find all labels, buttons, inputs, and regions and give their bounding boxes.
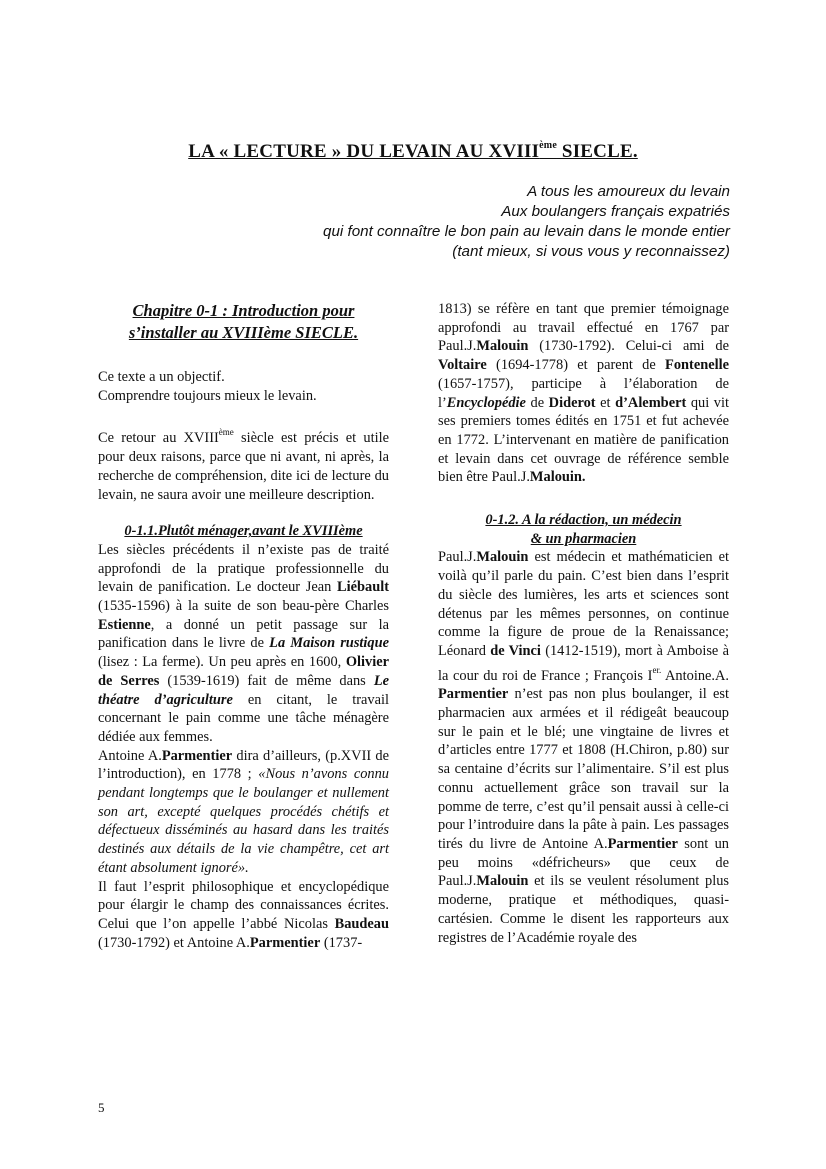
paragraph: Paul.J.Malouin est médecin et mathématicien et voilà qu’il parle du pain. C’est bien dans l’esprit du siècle des lumières, les arts et sciences sont détenus par les mêmes personnes, on continue comme la figure de proue de la Renaissance; Léonard de Vinci (1412-1519), mort à Amboise à la cour du roi de France ; François $I^{er.}$ Antoine.A. Parmentier n’est pas non plus boulanger, il est pharmacien aux armées et il rédigeât beaucoup sur le pain et le blé; une vingtaine de livres et d’articles entre 1777 et 1808 (H.Chiron, p.80) sur sa centaine d’écrits sur l’alimentaire. S’il est plus connu actuellement grâce son travail sur la pomme de terre, c’est qu’il pensait aussi à celle-ci pour l’introduire dans la pâte à pain. Les passages tirés du livre de Antoine A.Parmentier sont un peu moins «défricheurs» que ceux de Paul.J.Malouin et ils se veulent résolument plus moderne, pratique et méthodiques, quasi-cartésien. Comme le disent les rapporteurs aux registres de l’Académie royale des (438, 549, 730, 946)
intro-line: Ce texte a un objectif. (98, 369, 225, 385)
paragraph: 1813) se réfère en tant que premier témoignage approfondi au travail effectué en 1767 par Paul.J.Malouin (1730-1792). Celui-ci ami de Voltaire (1694-1778) et parent de Fontenelle (1657-1757), participe à l’élaboration de l’Encyclopédie de Diderot et d’Alembert qui vit ses premiers tomes édités en 1751 et fut achevée en 1772. L’intervenant en matière de panification et levain dans cet ouvrage de référence semble bien être Paul.J.Malouin. (438, 301, 729, 486)
paragraph: Il faut l’esprit philosophique et encyclopédique pour élargir le champ des connaissances écrites. Celui que l’on appelle l’abbé Nicolas Baudeau (1730-1792) et Antoine A.Parmentier (1737- (98, 878, 389, 951)
section-heading: 0-1.1.Plutôt ménager,avant le XVIIIème (124, 523, 363, 540)
dedication-line: (tant mieux, si vous vous y reconnaissez) (452, 243, 730, 260)
dedication-line: qui font connaître le bon pain au levain dans le monde entier (323, 223, 730, 240)
page-number: 5 (98, 1100, 105, 1115)
intro-line: Comprendre toujours mieux le levain. (98, 387, 317, 404)
dedication-line: Aux boulangers français expatriés (501, 203, 730, 220)
dedication-line: A tous les amoureux du levain (527, 183, 730, 200)
paragraph: Antoine A.Parmentier dira d’ailleurs, (p.XVII de l’introduction), en 1778 ; «Nous n’avons connu pendant longtemps que le boulanger et nullement son art, excepté quelques procédés chétifs et défectueux disséminés au hasard dans les traités destinés aux détails de la vie champêtre, cet art étant absolument ignoré». (98, 747, 389, 876)
paragraph: Ce retour au XVIIIème siècle est précis et utile pour deux raisons, parce que ni avant, ni après, la recherche de compréhension, dite ici de lecture du levain, ne saura avoir une meilleure description. (98, 427, 389, 503)
left-column (98, 300, 389, 952)
chapter-heading: Chapitre 0-1 : Introduction pour s’installer au XVIIIème SIECLE. (128, 301, 359, 342)
section-heading: 0-1.2. A la rédaction, un médecin & un pharmacien (485, 512, 682, 547)
paragraph: Les siècles précédents il n’existe pas de traité approfondi de la pratique professionnelle du levain de panification. Le docteur Jean Liébault (1535-1596) à la suite de son beau-père Charles Estienne, a donné un petit passage sur la panification dans le livre de La Maison rustique (lisez : La ferme). Un peu après en 1600, Olivier de Serres (1539-1619) fait de même dans Le théatre d’agriculture en citant, le travail concernant le pain comme une tâche ménagère dédiée aux femmes. (98, 541, 389, 745)
dedication (210, 182, 730, 262)
right-column (438, 300, 729, 947)
page-title: LA « LECTURE » DU LEVAIN AU XVIIIème SIECLE. (188, 140, 638, 162)
